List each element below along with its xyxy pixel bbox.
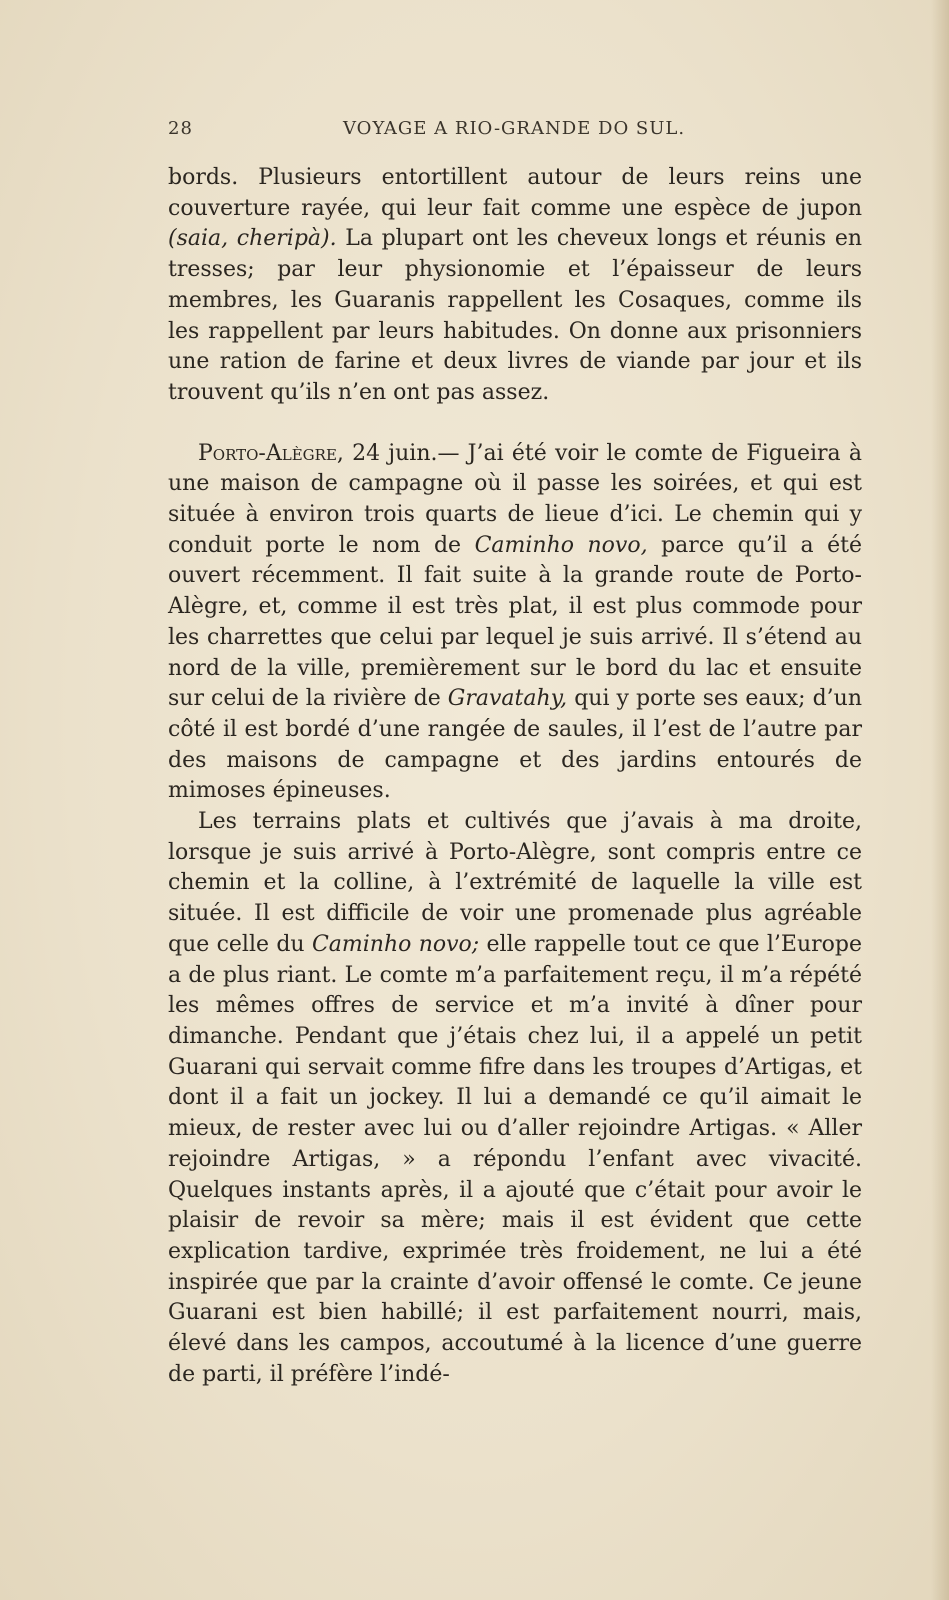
page-edge-shadow: [931, 0, 949, 1600]
paragraph-text: qui y porte ses eaux; d’un côté il est bordé d’une rangée de saules, il l’est de l’autre par des maisons de campagne et des jardins entourés de mimoses épineuses.: [168, 686, 862, 804]
paragraph-text: Les terrains plats et cultivés que j’avais à ma droite, lorsque je suis arrivé à Porto-Alègre, sont compris entre ce chemin et la colline, à l’extrémité de laquelle la ville est située. Il est difficile de voir une promenade plus agréable que celle du: [168, 809, 862, 957]
paragraph-text: 24 juin.— J’ai été voir le comte de Figueira à une maison de campagne où il passe les soirées, et qui est située à environ trois quarts de lieue d’ici. Le chemin qui y conduit porte le nom de: [168, 440, 862, 558]
paragraph-text: parce qu’il a été ouvert récemment. Il fait suite à la grande route de Porto-Alègre, et, comme il est très plat, il est plus commode pour les charrettes que celui par lequel je suis arrivé. Il s’étend au nord de la ville, premièrement sur le bord du lac et ensuite sur celui de la rivière de: [168, 532, 863, 712]
paragraph-text: bords. Plusieurs entortillent autour de leurs reins une couverture rayée, qui leur fait comme une espèce de jupon: [168, 165, 862, 221]
page-header: [168, 118, 862, 146]
place-name: Porto-Alègre,: [198, 440, 344, 466]
italic-term: (saia, cheripà).: [168, 226, 337, 252]
italic-term: Caminho novo,: [474, 532, 648, 558]
paragraph: [168, 807, 862, 1390]
dated-entry-paragraph: [168, 439, 862, 807]
body-text: [168, 163, 862, 1390]
paragraph-continued: [168, 163, 862, 409]
italic-term: Gravatahy,: [447, 686, 568, 712]
italic-term: Caminho novo;: [311, 931, 480, 957]
page-number: 28: [168, 118, 193, 139]
paragraph-text: elle rappelle tout ce que l’Europe a de plus riant. Le comte m’a parfaitement reçu, il m’a répété les mêmes offres de service et m’a invité à dîner pour dimanche. Pendant que j’étais chez lui, il a appelé un petit Guarani qui servait comme fifre dans les troupes d’Artigas, et dont il a fait un jockey. Il lui a demandé ce qu’il aimait le mieux, de rester avec lui ou d’aller rejoindre Artigas. « Aller rejoindre Artigas, » a répondu l’enfant avec vivacité. Quelques instants après, il a ajouté que c’était pour avoir le plaisir de revoir sa mère; mais il est évident que cette explication tardive, exprimée très froidement, ne lui a été inspirée que par la crainte d’avoir offensé le comte. Ce jeune Guarani est bien habillé; il est parfaitement nourri, mais, élevé dans les campos, accoutumé à la licence d’une guerre de parti, il préfère l’indé-: [168, 931, 863, 1387]
paragraph-text: La plupart ont les cheveux longs et réunis en tresses; par leur physionomie et l’épaisseur de leurs membres, les Guaranis rappellent les Cosaques, comme ils les rappellent par leurs habitudes. On donne aux prisonniers une ration de farine et deux livres de viande par jour et ils trouvent qu’ils n’en ont pas assez.: [168, 226, 863, 405]
running-head: VOYAGE A RIO-GRANDE DO SUL.: [343, 118, 686, 139]
